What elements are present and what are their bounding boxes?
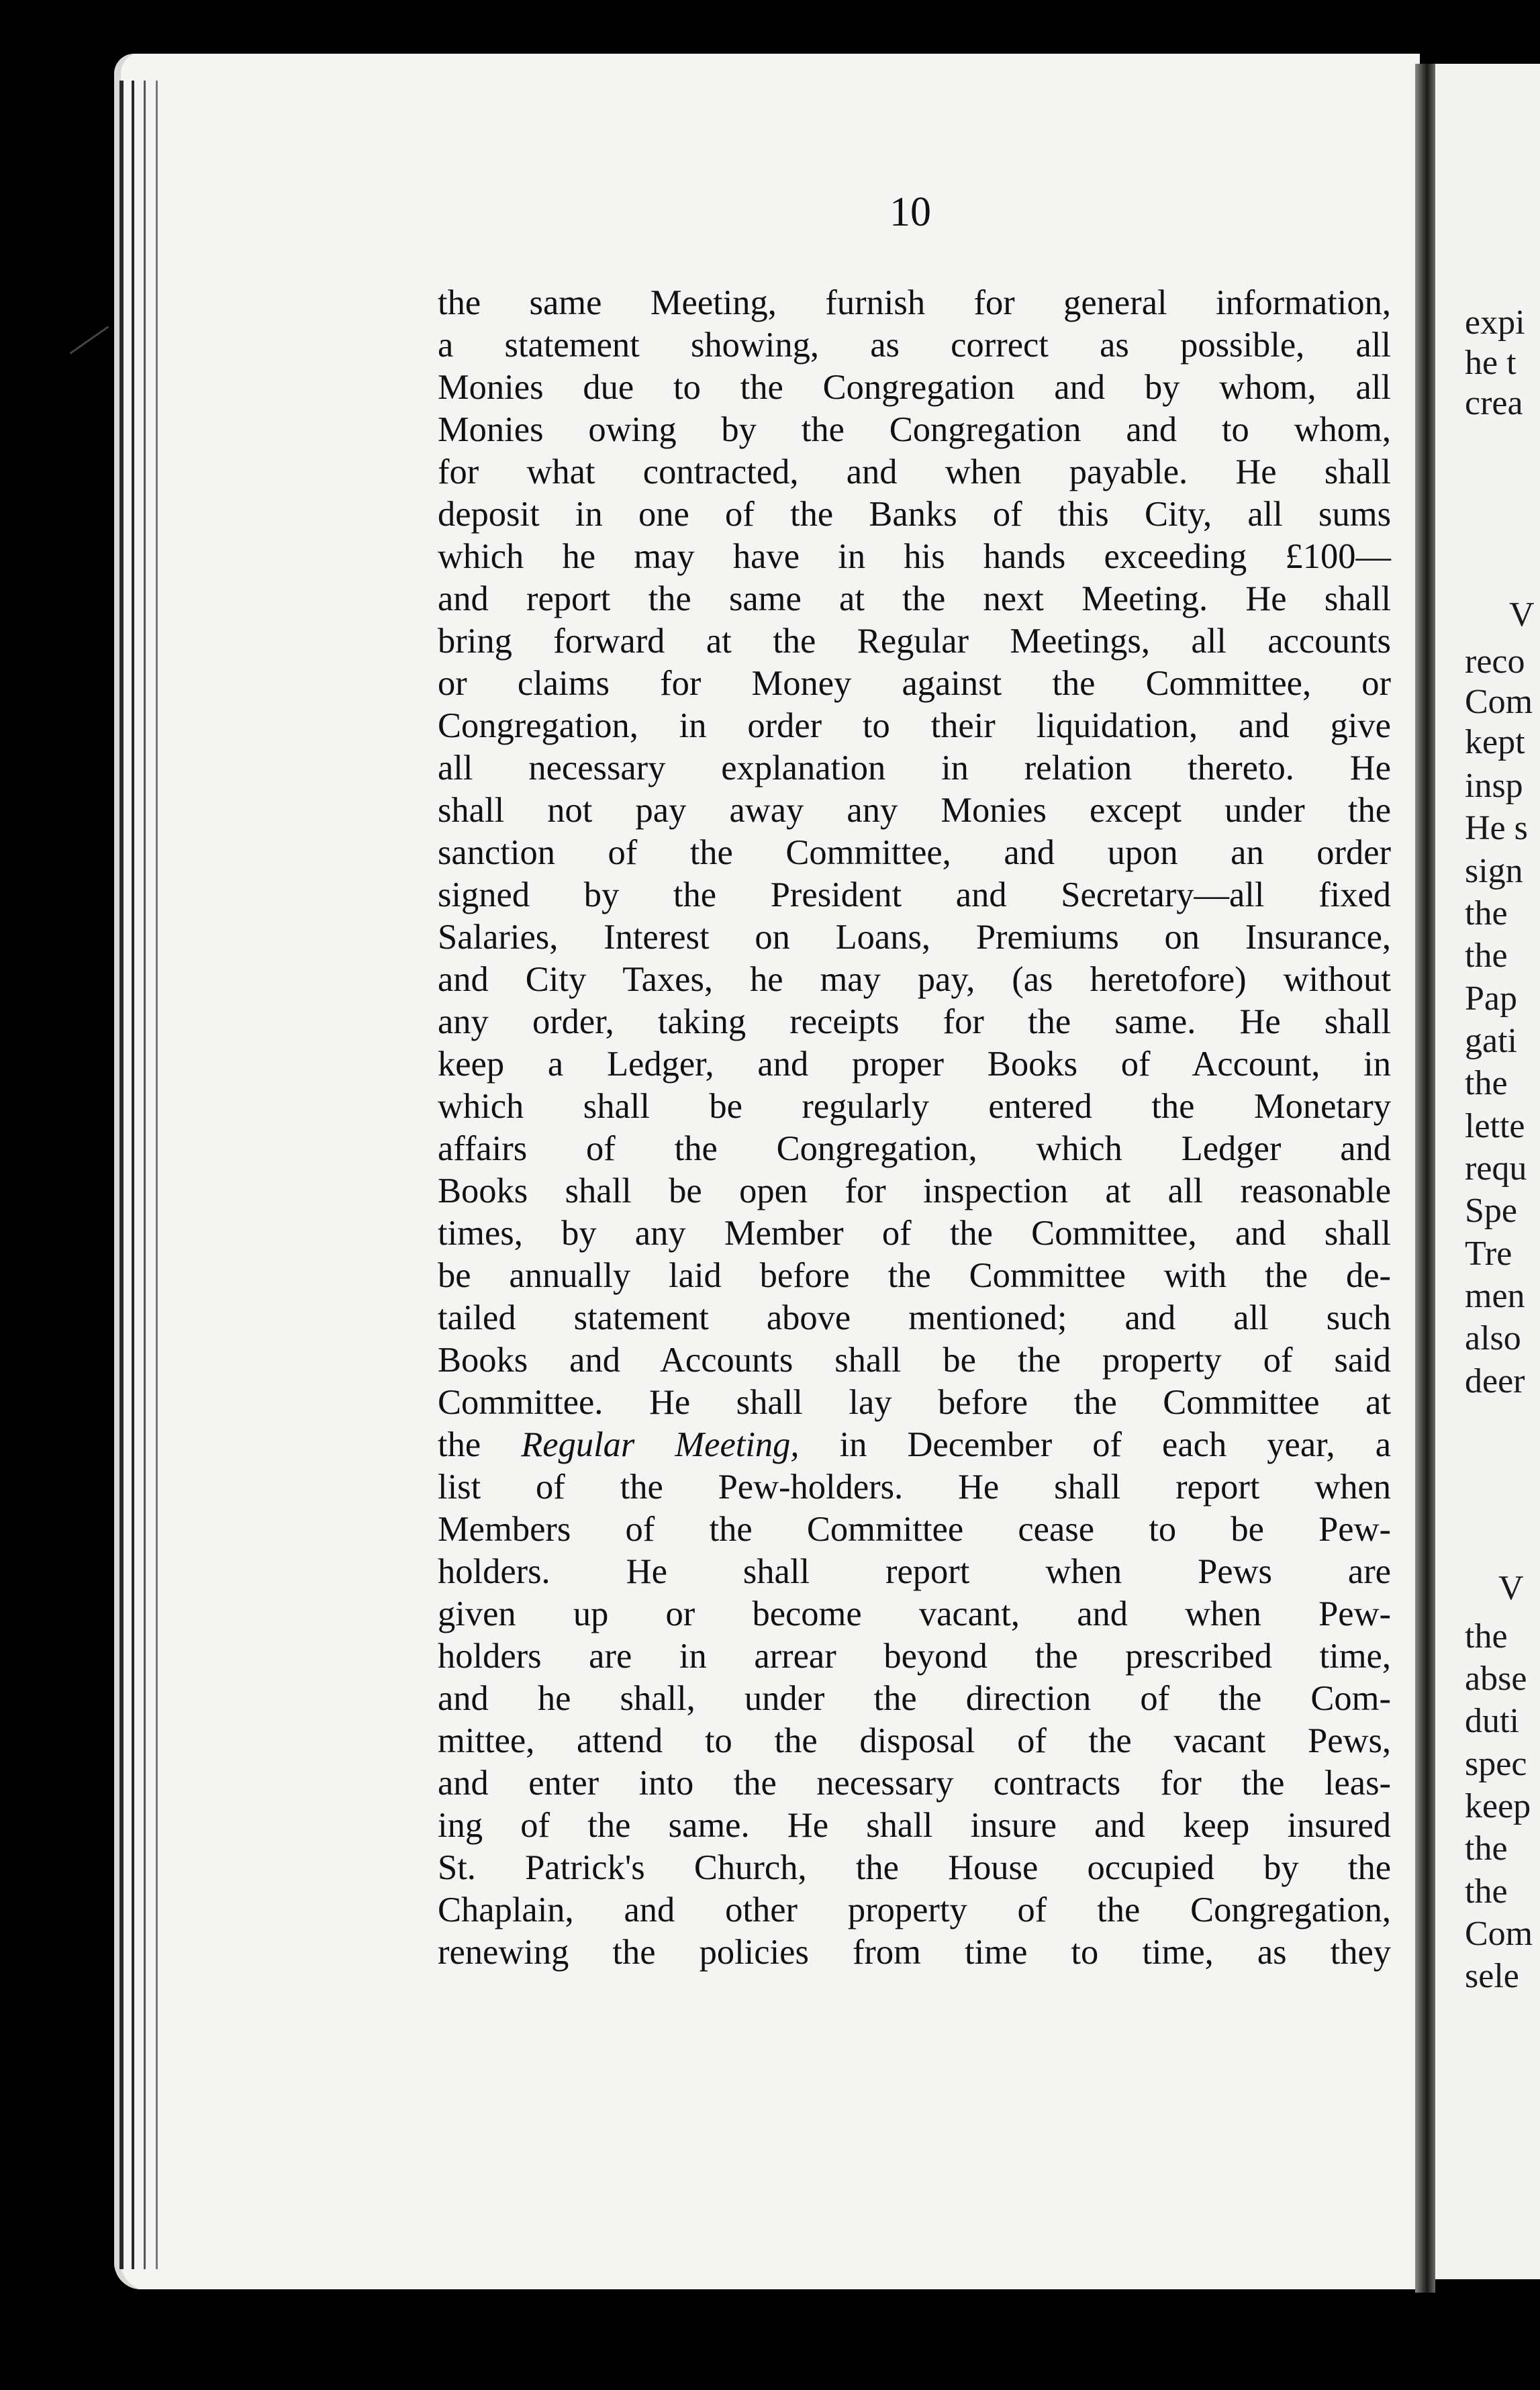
- text-line: bring forward at the Regular Meetings, all accounts: [438, 622, 1391, 661]
- right-fragment: men: [1465, 1277, 1525, 1315]
- text-line: Congregation, in order to their liquidation, and give: [438, 706, 1391, 745]
- text-line: shall not pay away any Monies except under the: [438, 791, 1391, 830]
- text-fragment: in December of each year, a: [839, 1425, 1391, 1464]
- right-fragment: the: [1465, 937, 1508, 975]
- right-fragment: requ: [1465, 1149, 1527, 1188]
- text-line: list of the Pew-holders. He shall report when: [438, 1468, 1391, 1507]
- book-gutter: [1415, 64, 1435, 2293]
- text-line: and enter into the necessary contracts for the leas-: [438, 1764, 1391, 1803]
- right-fragment: expi: [1465, 303, 1525, 342]
- right-fragment: keep: [1465, 1787, 1531, 1825]
- right-fragment: spec: [1465, 1745, 1527, 1783]
- page-edge: [132, 81, 134, 2269]
- text-line: Books and Accounts shall be the property of said: [438, 1341, 1391, 1380]
- text-line: signed by the President and Secretary—all fixed: [438, 875, 1391, 914]
- right-fragment: sign: [1465, 852, 1523, 890]
- right-fragment: deer: [1465, 1362, 1525, 1400]
- right-fragment: V: [1509, 595, 1535, 634]
- right-fragment: Com: [1465, 1915, 1533, 1953]
- text-line: and City Taxes, he may pay, (as heretofore) without: [438, 960, 1391, 999]
- right-fragment: the: [1465, 1872, 1508, 1911]
- right-fragment: insp: [1465, 767, 1523, 805]
- right-fragment: the: [1465, 894, 1508, 933]
- right-fragment: abse: [1465, 1660, 1527, 1698]
- right-fragment: Spe: [1465, 1192, 1517, 1230]
- right-fragment: crea: [1465, 384, 1523, 422]
- right-fragment: Com: [1465, 683, 1533, 721]
- text-line: renewing the policies from time to time, as they: [438, 1933, 1391, 1972]
- text-line: Members of the Committee cease to be Pew-: [438, 1510, 1391, 1549]
- text-line: St. Patrick's Church, the House occupied by the: [438, 1848, 1391, 1887]
- page-edge: [119, 81, 124, 2269]
- text-line: and he shall, under the direction of the Com-: [438, 1679, 1391, 1718]
- page-edge: [144, 81, 146, 2269]
- text-line: Monies owing by the Congregation and to whom,: [438, 410, 1391, 449]
- right-fragment: gati: [1465, 1022, 1517, 1060]
- text-line: [438, 1424, 1391, 1466]
- right-fragment: Tre: [1465, 1235, 1512, 1273]
- text-line: given up or become vacant, and when Pew-: [438, 1594, 1391, 1633]
- text-line: holders. He shall report when Pews are: [438, 1552, 1391, 1591]
- text-line: tailed statement above mentioned; and all such: [438, 1298, 1391, 1337]
- body-text: [438, 282, 1391, 1974]
- right-fragment: the: [1465, 1829, 1508, 1868]
- text-line: deposit in one of the Banks of this City, all sums: [438, 495, 1391, 534]
- right-fragment: also: [1465, 1319, 1521, 1357]
- text-line: for what contracted, and when payable. He shall: [438, 452, 1391, 491]
- text-line: and report the same at the next Meeting. He shall: [438, 579, 1391, 618]
- text-line: a statement showing, as correct as possible, all: [438, 326, 1391, 365]
- text-line: which he may have in his hands exceeding £100—: [438, 537, 1391, 576]
- text-line: Books shall be open for inspection at all reasonable: [438, 1172, 1391, 1210]
- right-fragment: sele: [1465, 1957, 1519, 1995]
- text-line: times, by any Member of the Committee, and shall: [438, 1214, 1391, 1253]
- right-fragment: V: [1498, 1569, 1524, 1607]
- text-line: sanction of the Committee, and upon an order: [438, 833, 1391, 872]
- right-fragment: lette: [1465, 1107, 1525, 1145]
- page-edge: [156, 81, 158, 2269]
- text-line: be annually laid before the Committee with the de-: [438, 1256, 1391, 1295]
- text-line: Salaries, Interest on Loans, Premiums on Insurance,: [438, 918, 1391, 957]
- text-line: holders are in arrear beyond the prescribed time,: [438, 1637, 1391, 1676]
- right-fragment: He s: [1465, 809, 1528, 847]
- right-fragment: duti: [1465, 1702, 1519, 1740]
- text-line: which shall be regularly entered the Monetary: [438, 1087, 1391, 1126]
- text-fragment: the: [438, 1425, 481, 1464]
- text-line: mittee, attend to the disposal of the vacant Pews,: [438, 1721, 1391, 1760]
- text-line: ing of the same. He shall insure and keep insured: [438, 1806, 1391, 1845]
- text-line: Monies due to the Congregation and by whom, all: [438, 368, 1391, 407]
- text-line: or claims for Money against the Committee, or: [438, 664, 1391, 703]
- text-line: Chaplain, and other property of the Congregation,: [438, 1891, 1391, 1929]
- right-fragment: kept: [1465, 723, 1525, 761]
- right-fragment: reco: [1465, 642, 1525, 681]
- margin-mark: [69, 326, 109, 354]
- right-fragment: the: [1465, 1064, 1508, 1102]
- text-line: affairs of the Congregation, which Ledger and: [438, 1129, 1391, 1168]
- page-number: 10: [889, 189, 931, 235]
- text-line: any order, taking receipts for the same. He shall: [438, 1002, 1391, 1041]
- right-fragment: the: [1465, 1617, 1508, 1656]
- italic-phrase: Regular Meeting,: [521, 1425, 800, 1464]
- text-line: Committee. He shall lay before the Committee at: [438, 1383, 1391, 1422]
- text-line: all necessary explanation in relation thereto. He: [438, 749, 1391, 787]
- text-line: the same Meeting, furnish for general information,: [438, 283, 1391, 322]
- text-line: keep a Ledger, and proper Books of Account, in: [438, 1045, 1391, 1084]
- right-fragment: Pap: [1465, 979, 1517, 1018]
- right-fragment: he t: [1465, 344, 1517, 382]
